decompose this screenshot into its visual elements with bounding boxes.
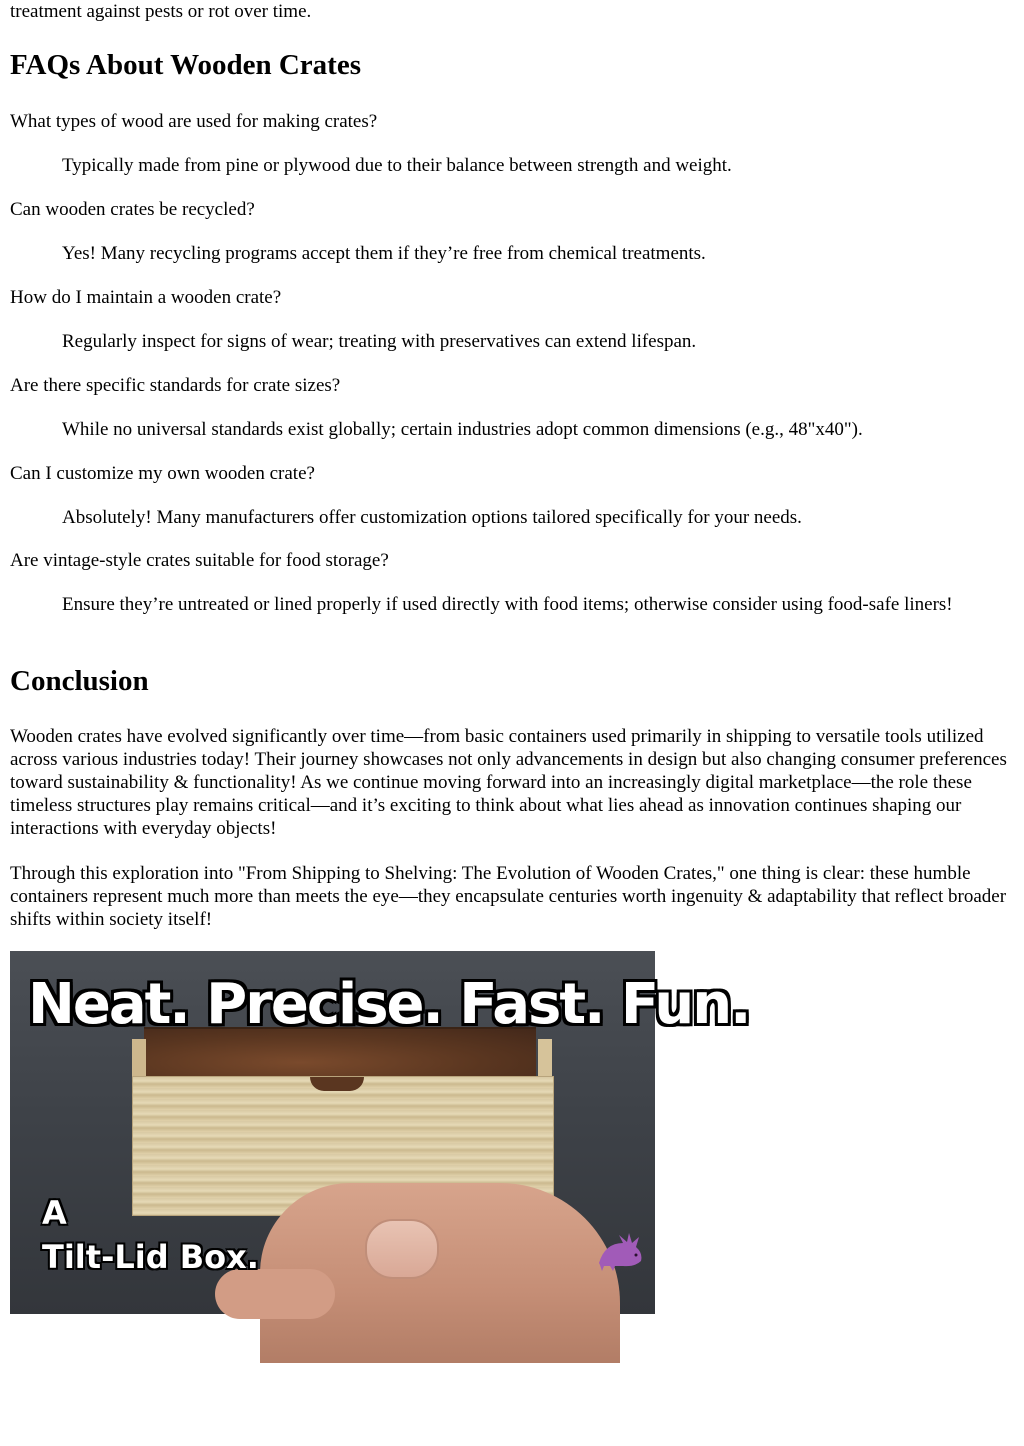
faq-question: Can wooden crates be recycled? [10, 199, 255, 220]
faq-answer: Ensure they’re untreated or lined properly if used directly with food items; otherwise consider using food-safe liners! [62, 594, 953, 615]
faq-question: What types of wood are used for making crates? [10, 111, 378, 132]
image-caption: A Tilt-Lid Box. [42, 1194, 259, 1276]
conclusion-paragraph: Wooden crates have evolved significantly over time—from basic containers used primarily in shipping to versatile tools utilized across various industries today! Their journey showcases not only advancements in design but also changing consumer preferences toward sustainability & functionality! As we continue moving forward into an increasingly digital marketplace—the role these timeless structures play remains critical—and it’s exciting to think about what lies ahead as innovation continues shaping our interactions with everyday objects! [10, 726, 1007, 839]
faq-question: Are vintage-style crates suitable for food storage? [10, 550, 389, 571]
faq-answer: Yes! Many recycling programs accept them if they’re free from chemical treatments. [62, 243, 706, 264]
faq-answer: Typically made from pine or plywood due to their balance between strength and weight. [62, 155, 732, 176]
faq-question: How do I maintain a wooden crate? [10, 287, 282, 308]
image-headline: Neat. Precise. Fast. Fun. [28, 972, 750, 1037]
faq-answer: Absolutely! Many manufacturers offer customization options tailored specifically for your needs. [62, 507, 802, 528]
faq-heading: FAQs About Wooden Crates [10, 49, 361, 81]
faq-answer: While no universal standards exist globally; certain industries adopt common dimensions (e.g., 48"x40"). [62, 419, 863, 440]
faq-question: Are there specific standards for crate sizes? [10, 375, 341, 396]
conclusion-paragraph: Through this exploration into "From Shipping to Shelving: The Evolution of Wooden Crates," one thing is clear: these humble containers represent much more than meets the eye—they encapsulate centuries worth ingenuity & adaptability that reflect broader shifts within society itself! [10, 863, 1007, 930]
intro-fragment: treatment against pests or rot over time. [10, 1, 312, 22]
faq-question: Can I customize my own wooden crate? [10, 463, 315, 484]
tilt-lid-box-image [10, 951, 750, 1314]
conclusion-heading: Conclusion [10, 665, 149, 697]
faq-answer: Regularly inspect for signs of wear; treating with preservatives can extend lifespan. [62, 331, 697, 352]
porcupine-icon [595, 1233, 645, 1273]
